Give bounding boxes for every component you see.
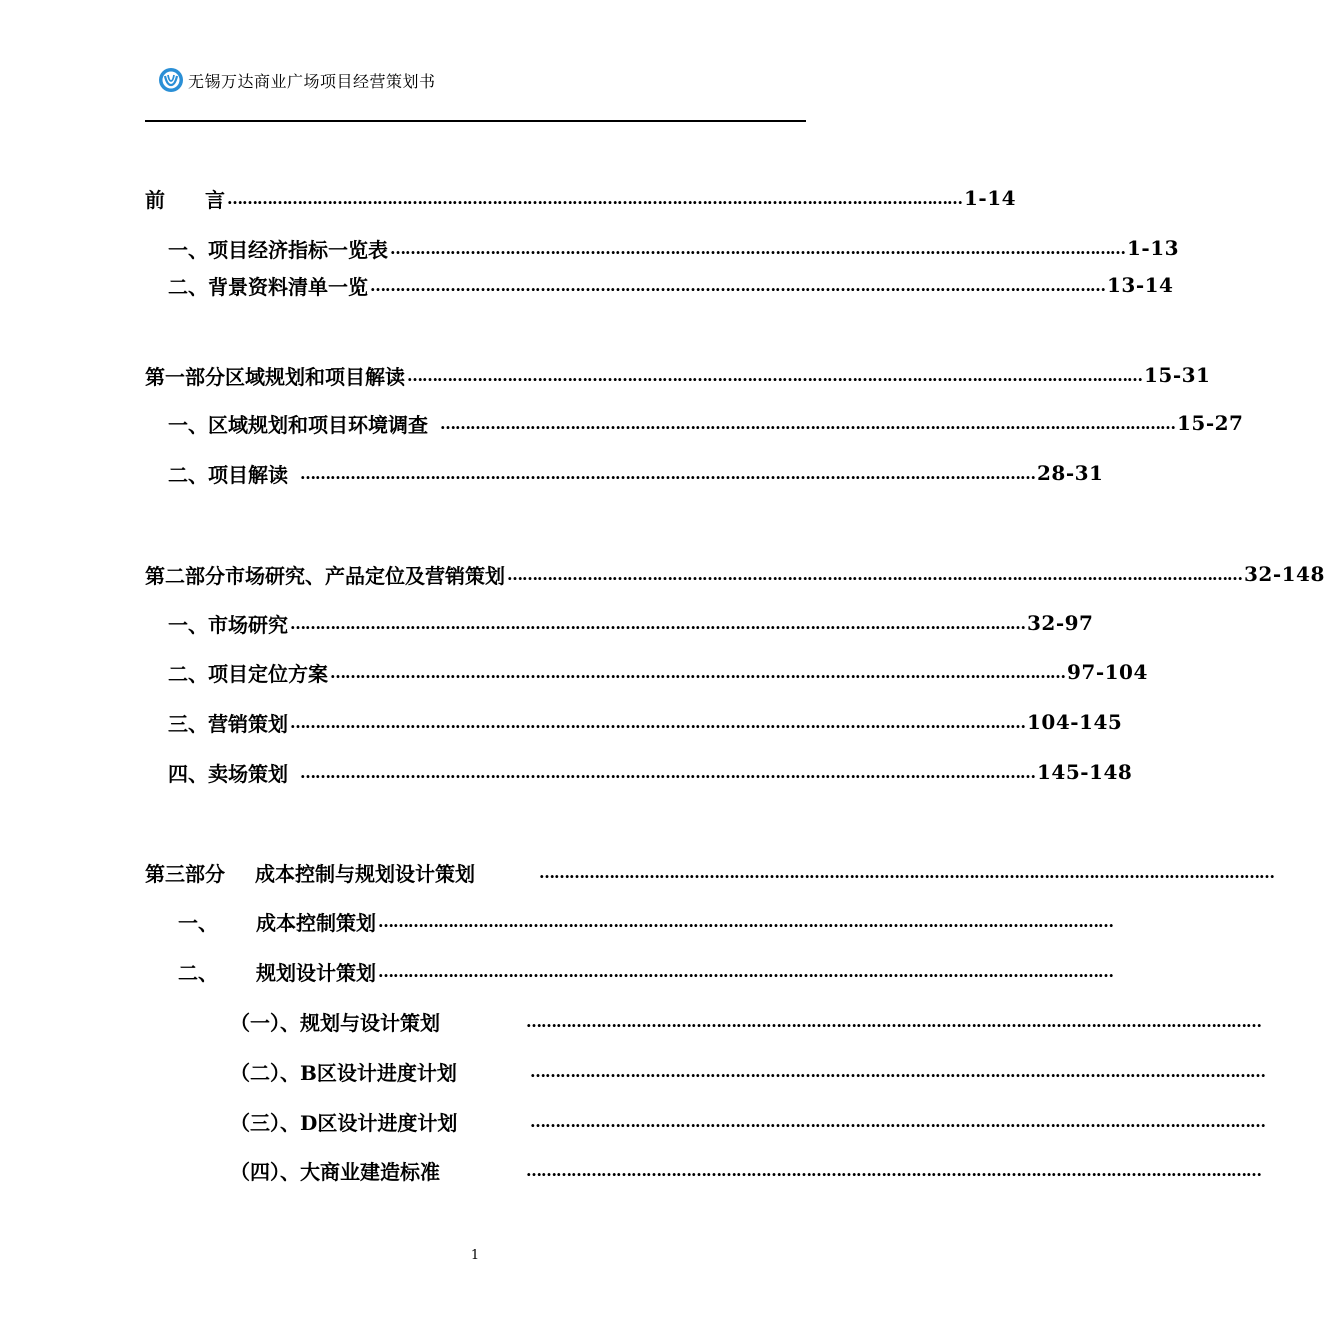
toc-pages: 1-13 bbox=[1127, 236, 1180, 260]
toc-leader: ………………………………………………………………………………………………………………………………… bbox=[370, 275, 1105, 295]
toc-number: 一、 bbox=[168, 412, 208, 437]
toc-entry bbox=[168, 270, 1174, 300]
toc-leader: ………………………………………………………………………………………………………………………………… bbox=[290, 613, 1025, 633]
toc-number: 一、 bbox=[168, 612, 208, 637]
toc-entry bbox=[178, 906, 1113, 936]
toc-pages: 1-14 bbox=[964, 186, 1017, 210]
toc-number: 第一部分 bbox=[145, 364, 225, 389]
toc-leader: ………………………………………………………………………………………………………………………………… bbox=[507, 564, 1242, 584]
toc-title: 区域规划和项目环境调查 bbox=[208, 412, 428, 437]
toc-subentry bbox=[230, 1056, 1265, 1086]
toc-entry bbox=[168, 408, 1244, 438]
toc-entry bbox=[168, 458, 1104, 488]
toc-number: 二、 bbox=[168, 462, 208, 487]
toc-title: （三）、D区设计进度计划 bbox=[230, 1110, 458, 1135]
toc-leader: ………………………………………………………………………………………………………………………………… bbox=[378, 911, 1113, 931]
toc-entry bbox=[178, 956, 1113, 986]
toc-pages: 32-148 bbox=[1244, 562, 1325, 586]
toc-leader: ………………………………………………………………………………………………………………………………… bbox=[526, 1160, 1261, 1180]
toc-title: 前 言 bbox=[145, 187, 225, 212]
toc-entry bbox=[168, 233, 1180, 263]
toc-pages: 28-31 bbox=[1037, 461, 1104, 485]
toc-subentry bbox=[230, 1155, 1261, 1185]
toc-title: 市场研究、产品定位及营销策划 bbox=[225, 563, 505, 588]
toc-number: 第二部分 bbox=[145, 563, 225, 588]
toc-leader: ………………………………………………………………………………………………………………………………… bbox=[390, 238, 1125, 258]
toc-leader: ………………………………………………………………………………………………………………………………… bbox=[530, 1061, 1265, 1081]
toc-number: 一、 bbox=[168, 237, 208, 262]
toc-title: 成本控制与规划设计策划 bbox=[255, 861, 475, 886]
toc-title: 区域规划和项目解读 bbox=[225, 364, 405, 389]
toc-part-2 bbox=[145, 559, 1325, 589]
toc-number: 四、 bbox=[168, 761, 208, 786]
toc-pages: 13-14 bbox=[1107, 273, 1174, 297]
toc-title: 营销策划 bbox=[208, 711, 288, 736]
toc-subentry bbox=[230, 1106, 1265, 1136]
toc-title: 项目定位方案 bbox=[208, 661, 328, 686]
toc-pages: 15-31 bbox=[1144, 363, 1211, 387]
toc-number: 二、 bbox=[178, 960, 218, 985]
toc-entry bbox=[168, 707, 1123, 737]
toc-entry bbox=[168, 757, 1133, 787]
toc-pages: 15-27 bbox=[1177, 411, 1244, 435]
toc-part-3 bbox=[145, 857, 1274, 887]
toc-title: 卖场策划 bbox=[208, 761, 288, 786]
toc-leader: ………………………………………………………………………………………………………………………………… bbox=[530, 1111, 1265, 1131]
toc-leader: ………………………………………………………………………………………………………………………………… bbox=[300, 762, 1035, 782]
toc-entry bbox=[168, 608, 1094, 638]
toc-number: 一、 bbox=[178, 910, 218, 935]
toc-leader: ………………………………………………………………………………………………………………………………… bbox=[290, 712, 1025, 732]
toc-part-1 bbox=[145, 360, 1211, 390]
toc-entry bbox=[168, 657, 1148, 687]
toc-title: （一）、规划与设计策划 bbox=[230, 1010, 440, 1035]
toc-leader: ………………………………………………………………………………………………………………………………… bbox=[440, 413, 1175, 433]
toc-leader: ………………………………………………………………………………………………………………………………… bbox=[300, 463, 1035, 483]
toc-title: 市场研究 bbox=[208, 612, 288, 637]
toc-title: 成本控制策划 bbox=[256, 910, 376, 935]
toc-pages: 97-104 bbox=[1067, 660, 1148, 684]
toc-leader: ………………………………………………………………………………………………………………………………… bbox=[330, 662, 1065, 682]
toc-leader: ………………………………………………………………………………………………………………………………… bbox=[378, 961, 1113, 981]
toc-pages: 32-97 bbox=[1027, 611, 1094, 635]
toc-preface bbox=[145, 183, 1017, 213]
toc-title: 项目解读 bbox=[208, 462, 288, 487]
toc-leader: ………………………………………………………………………………………………………………………………… bbox=[227, 188, 962, 208]
toc-number: 三、 bbox=[168, 711, 208, 736]
toc-number: 二、 bbox=[168, 661, 208, 686]
toc-title: 背景资料清单一览 bbox=[208, 274, 368, 299]
toc-pages: 145-148 bbox=[1037, 760, 1133, 784]
toc-number: 第三部分 bbox=[145, 861, 225, 886]
toc-title: 规划设计策划 bbox=[256, 960, 376, 985]
toc-number: 二、 bbox=[168, 274, 208, 299]
toc-pages: 104-145 bbox=[1027, 710, 1123, 734]
toc-title: 项目经济指标一览表 bbox=[208, 237, 388, 262]
toc-title: （四）、大商业建造标准 bbox=[230, 1159, 440, 1184]
toc-leader: ………………………………………………………………………………………………………………………………… bbox=[407, 365, 1142, 385]
toc-leader: ………………………………………………………………………………………………………………………………… bbox=[539, 862, 1274, 882]
toc-subentry bbox=[230, 1006, 1261, 1036]
toc-leader: ………………………………………………………………………………………………………………………………… bbox=[526, 1011, 1261, 1031]
page-number: 1 bbox=[470, 1248, 480, 1263]
toc-title: （二）、B区设计进度计划 bbox=[230, 1060, 457, 1085]
document-title: 无锡万达商业广场项目经营策划书 bbox=[188, 71, 436, 91]
